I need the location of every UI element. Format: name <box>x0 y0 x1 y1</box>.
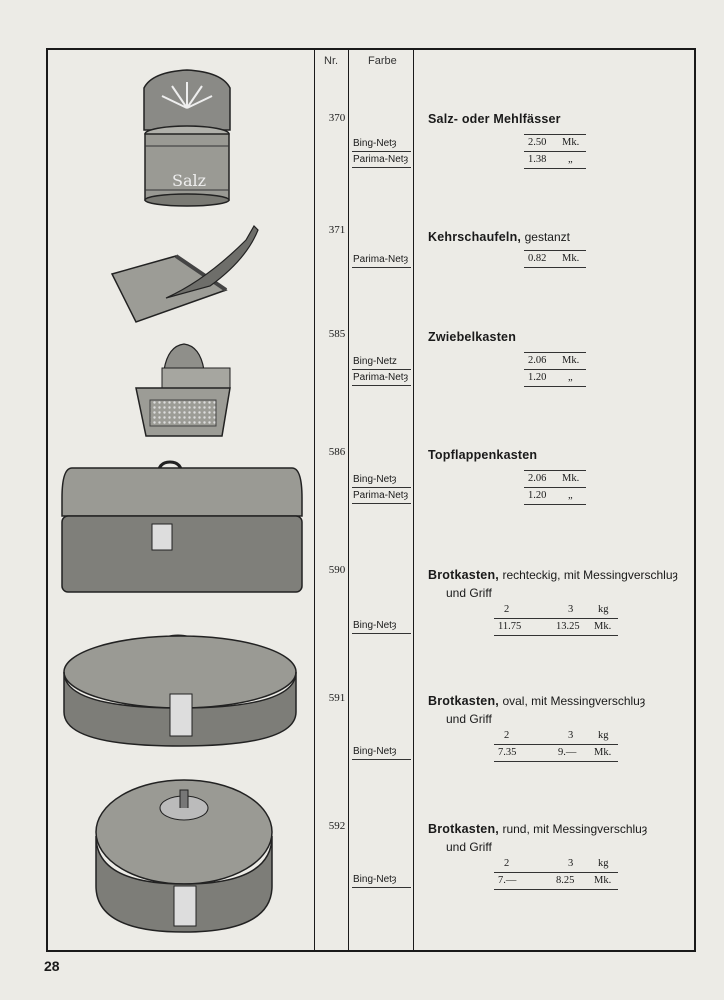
farbe-value: Bing-Netȝ <box>352 744 411 760</box>
farbe-value: Parima-Netȝ <box>352 152 411 168</box>
item-title: Brotkasten, rechteckig, mit Messingverschluȝ und Griff <box>428 568 678 600</box>
item-nr: 590 <box>328 564 346 576</box>
onion-box-illustration <box>132 340 232 440</box>
farbe-header: Farbe <box>368 55 397 67</box>
size-price-table: 2 3 kg 7.— 8.25 Mk. <box>494 856 618 890</box>
farbe-value: Parima-Netȝ <box>352 488 411 504</box>
price-table: 2.06 Mk. 1.20 „ <box>524 470 586 505</box>
item-nr: 370 <box>328 112 346 124</box>
item-title: Brotkasten, oval, mit Messingverschluȝ und Griff <box>428 694 646 726</box>
farbe-value: Bing-Netȝ <box>352 136 411 152</box>
farbe-value: Bing-Netȝ <box>352 872 411 888</box>
item-title: Kehrschaufeln, gestanzt <box>428 230 570 244</box>
item-title: Topflappenkasten <box>428 448 538 462</box>
size-price-table: 2 3 kg 11.75 13.25 Mk. <box>494 602 618 636</box>
oval-box-illustration <box>62 624 300 748</box>
item-nr: 371 <box>328 224 346 236</box>
price-table: 0.82 Mk. <box>524 250 586 268</box>
price-table: 2.50 Mk. 1.38 „ <box>524 134 586 169</box>
item-title: Salz- oder Mehlfässer <box>428 112 561 126</box>
salt-box-illustration <box>132 68 242 208</box>
column-divider-farbe <box>413 50 414 950</box>
column-divider-nr <box>348 50 349 950</box>
dustpan-illustration <box>106 220 266 330</box>
size-price-table: 2 3 kg 7.35 9.— Mk. <box>494 728 618 762</box>
item-title: Zwiebelkasten <box>428 330 517 344</box>
farbe-value: Bing-Netȝ <box>352 472 411 488</box>
catalog-frame <box>46 48 696 952</box>
item-nr: 586 <box>328 446 346 458</box>
nr-header: Nr. <box>324 55 339 67</box>
salz-label: Salz <box>172 171 207 190</box>
item-nr: 592 <box>328 820 346 832</box>
farbe-value: Parima-Netȝ <box>352 252 411 268</box>
rectangular-box-illustration <box>58 458 304 594</box>
item-nr: 591 <box>328 692 346 704</box>
item-nr: 585 <box>328 328 346 340</box>
item-title: Brotkasten, rund, mit Messingverschluȝ und Griff <box>428 822 648 854</box>
column-divider-illustrations <box>314 50 315 950</box>
price-table: 2.06 Mk. 1.20 „ <box>524 352 586 387</box>
page-number: 28 <box>44 958 60 974</box>
farbe-value: Parima-Netȝ <box>352 370 411 386</box>
round-box-illustration <box>92 776 276 936</box>
farbe-value: Bing-Netȝ <box>352 618 411 634</box>
farbe-value: Bing-Netz <box>352 354 411 370</box>
